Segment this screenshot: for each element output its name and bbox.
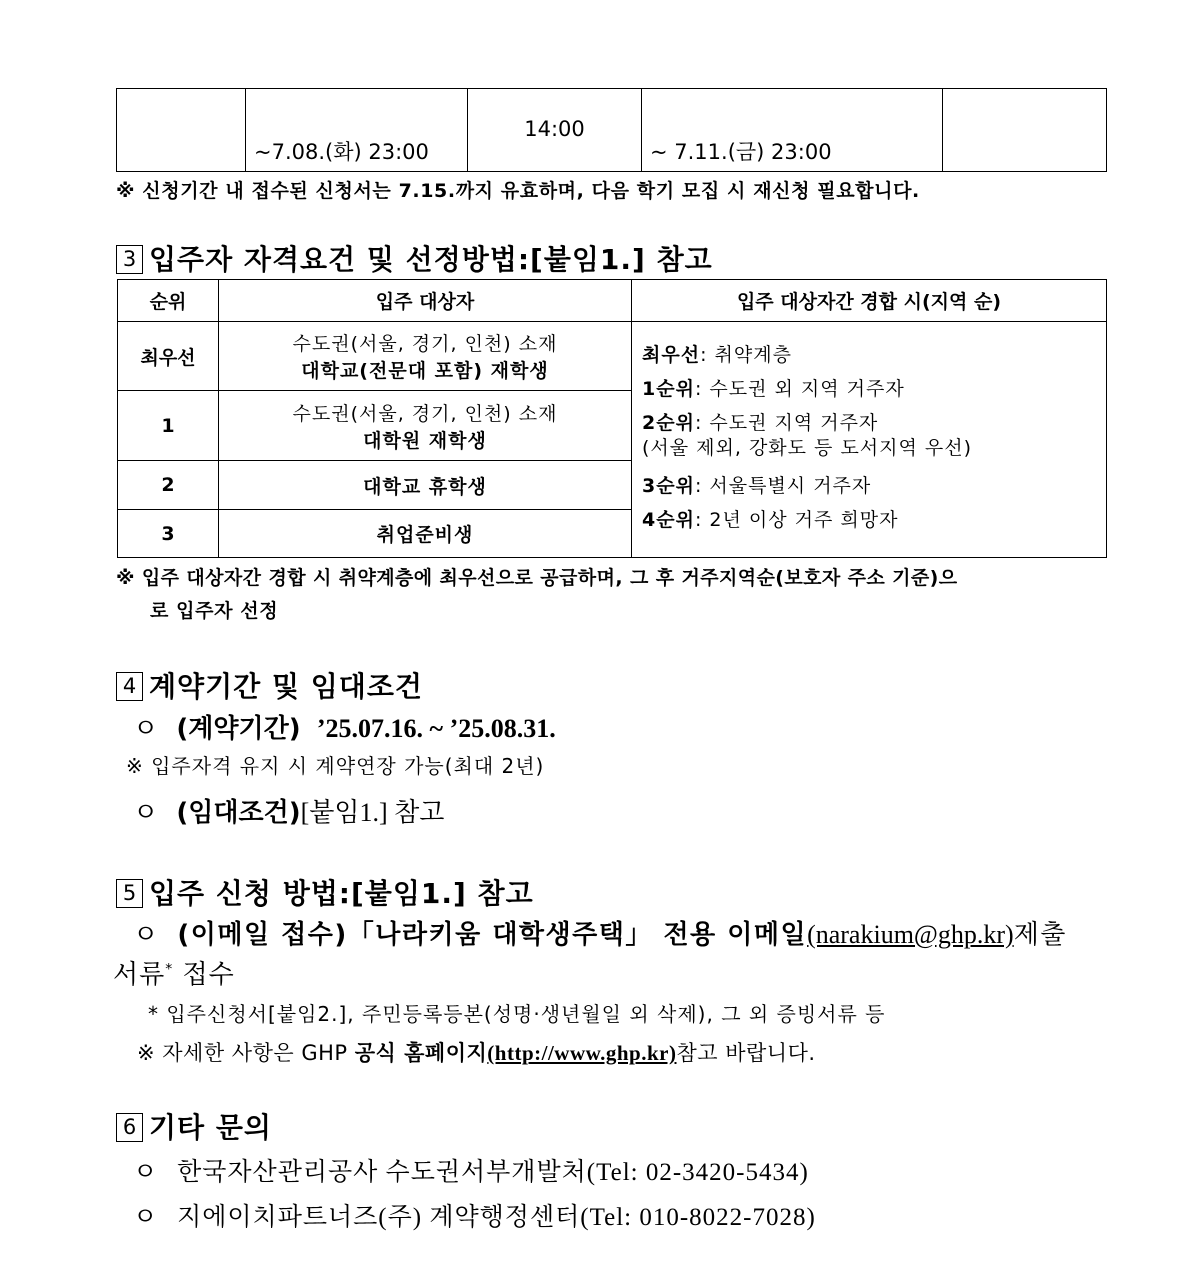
homepage-label: 공식 홈페이지	[354, 1041, 488, 1065]
email-application-label: (이메일 접수)	[177, 920, 348, 950]
lease-terms-value: [붙임1.] 참고	[300, 798, 445, 827]
eligibility-table	[117, 279, 1107, 558]
lease-terms-label: (임대조건)	[176, 798, 301, 828]
target-cell	[219, 510, 632, 558]
section-3-heading	[116, 238, 713, 278]
email-link[interactable]: (narakium@ghp.kr)	[807, 920, 1014, 949]
homepage-link[interactable]: (http://www.ghp.kr)	[487, 1041, 677, 1065]
column-header-rank: 순위	[118, 280, 219, 322]
rank-cell: 3	[118, 510, 219, 558]
target-line-1: 수도권(서울, 경기, 인천) 소재	[292, 333, 558, 355]
section-number-box: 5	[116, 879, 143, 908]
email-application-line	[133, 914, 1067, 951]
competition-note-line-2: 로 입주자 선정	[150, 600, 279, 622]
email-application-desc: 「나라키움 대학생주택」 전용 이메일	[347, 920, 808, 950]
column-header-target: 입주 대상자	[219, 280, 632, 322]
schedule-date-end-1: ~7.08.(화) 23:00	[254, 140, 429, 164]
target-line-1: 수도권(서울, 경기, 인천) 소재	[292, 402, 558, 425]
section-5-heading	[116, 872, 534, 912]
column-header-competition: 입주 대상자간 경합 시(지역 순)	[632, 280, 1107, 322]
contact-item	[133, 1197, 816, 1233]
target-cell	[219, 461, 632, 510]
rank-cell: 1	[118, 391, 219, 461]
schedule-cell-4	[642, 89, 943, 172]
schedule-cell-5	[943, 89, 1107, 172]
section-3-title: 입주자 자격요건 및 선정방법:[붙임1.] 참고	[149, 243, 713, 276]
target-cell	[219, 322, 632, 391]
section-number-box: 4	[116, 672, 143, 701]
table-header-row	[118, 280, 1107, 322]
section-4-heading	[116, 665, 423, 705]
email-application-tail: 제출	[1013, 920, 1067, 950]
validity-note: ※ 신청기간 내 접수된 신청서는 7.15.까지 유효하며, 다음 학기 모집 시 재신청 필요합니다.	[116, 180, 920, 202]
competition-item: 4순위: 2년 이상 거주 희망자	[642, 509, 899, 531]
documents-word: 서류	[113, 960, 166, 990]
contact-text: 지에이치파트너즈(주) 계약행정센터(Tel: 010-8022-7028)	[177, 1204, 816, 1231]
section-6-heading	[116, 1106, 272, 1146]
bullet: ㅇ	[133, 1157, 159, 1186]
target-cell	[219, 391, 632, 461]
bullet: ㅇ	[133, 798, 159, 828]
target-line-2: 대학교(전문대 포함) 재학생	[301, 360, 549, 382]
section-number-box: 6	[116, 1113, 143, 1142]
section-4-title: 계약기간 및 임대조건	[149, 670, 423, 703]
rank-cell: 최우선	[118, 322, 219, 391]
homepage-note	[137, 1037, 816, 1067]
schedule-time: 14:00	[524, 117, 585, 141]
contract-period-label: (계약기간)	[176, 714, 301, 744]
lease-terms-line	[133, 792, 444, 829]
schedule-date-end-2: ~ 7.11.(금) 23:00	[650, 140, 832, 164]
competition-item: 최우선: 취약계층	[642, 344, 792, 366]
target-line-2: 대학원 재학생	[363, 429, 487, 452]
section-5-title: 입주 신청 방법:[붙임1.] 참고	[149, 877, 534, 910]
footnote-mark: *	[165, 961, 174, 978]
documents-tail: 접수	[173, 960, 235, 990]
bullet: ㅇ	[133, 1202, 159, 1231]
target-line-2: 취업준비생	[376, 524, 474, 546]
competition-item: 3순위: 서울특별시 거주자	[642, 475, 872, 497]
target-line-2: 대학교 휴학생	[363, 475, 487, 498]
competition-item: (서울 제외, 강화도 등 도서지역 우선)	[642, 437, 973, 459]
schedule-cell-1	[117, 89, 246, 172]
schedule-cell-3	[468, 89, 642, 172]
contact-item	[133, 1152, 809, 1188]
schedule-table	[116, 88, 1107, 172]
bullet: ㅇ	[133, 920, 160, 950]
table-row	[118, 322, 1107, 391]
contract-period-value: ’25.07.16. ~ ’25.08.31.	[316, 714, 556, 743]
competition-item: 2순위: 수도권 지역 거주자	[642, 412, 879, 434]
documents-line	[113, 954, 235, 991]
bullet: ㅇ	[133, 714, 159, 744]
competition-note-line-1: ※ 입주 대상자간 경합 시 취약계층에 최우선으로 공급하며, 그 후 거주지역순(보호자 주소 기준)으	[116, 567, 958, 589]
table-row	[117, 89, 1107, 172]
contract-period-line	[133, 708, 556, 745]
rank-cell: 2	[118, 461, 219, 510]
homepage-suffix: 참고 바랍니다.	[676, 1041, 816, 1065]
section-6-title: 기타 문의	[149, 1111, 272, 1144]
section-number-box: 3	[116, 245, 143, 274]
contact-text: 한국자산관리공사 수도권서부개발처(Tel: 02-3420-5434)	[177, 1159, 809, 1186]
competition-item: 1순위: 수도권 외 지역 거주자	[642, 378, 905, 400]
homepage-prefix: ※ 자세한 사항은 GHP	[137, 1041, 355, 1065]
contract-extension-note: ※ 입주자격 유지 시 계약연장 가능(최대 2년)	[126, 754, 545, 778]
schedule-cell-2	[246, 89, 468, 172]
documents-note: * 입주신청서[붙임2.], 주민등록등본(성명·생년월일 외 삭제), 그 외 증빙서류 등	[148, 1002, 886, 1026]
competition-cell	[632, 322, 1107, 558]
